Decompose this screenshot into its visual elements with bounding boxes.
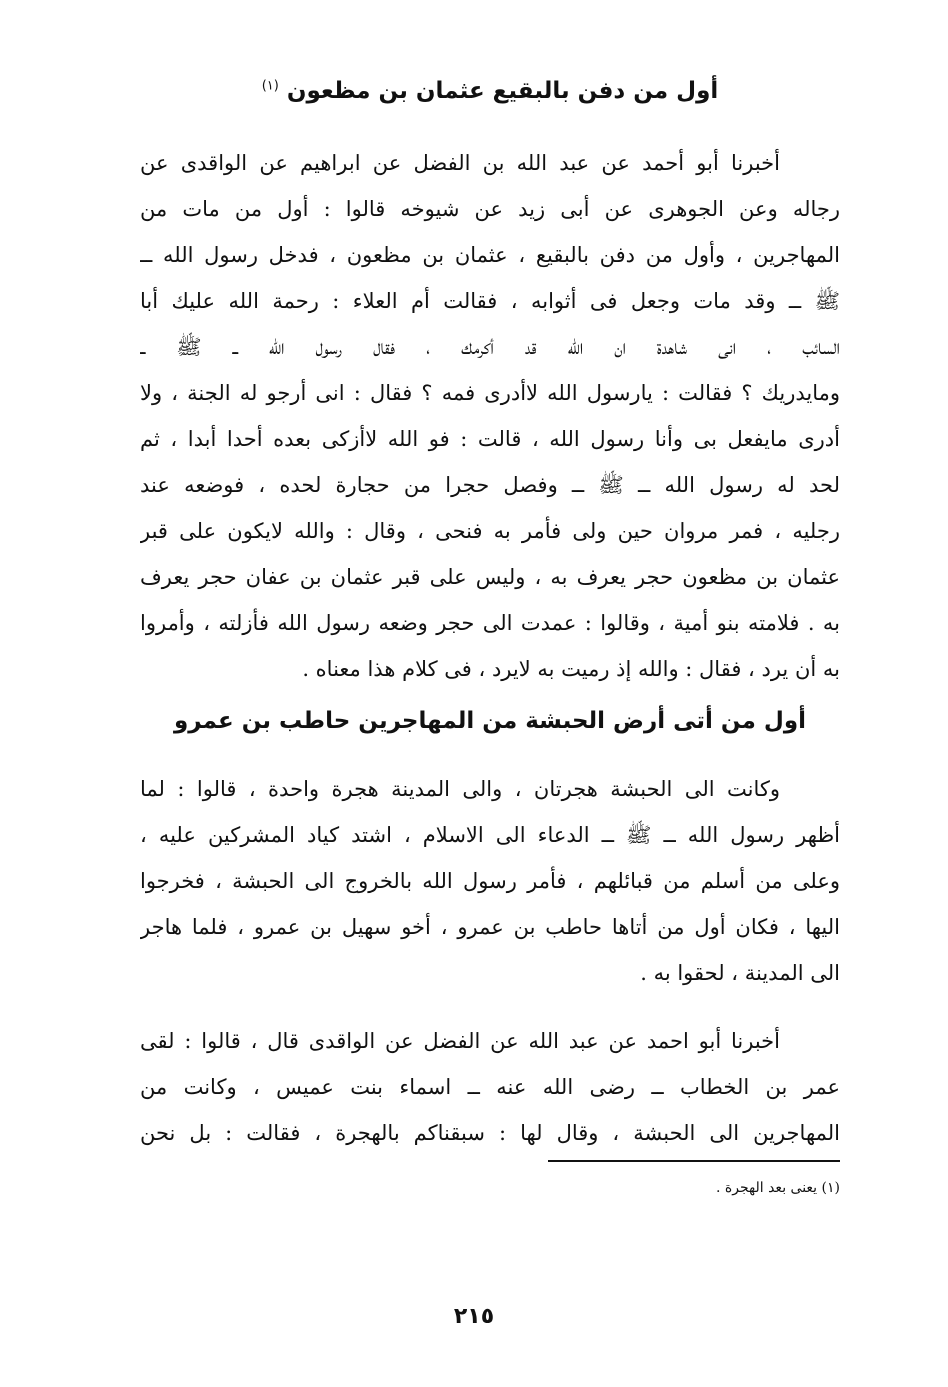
text-line: الى المدينة ، لحقوا به .: [640, 961, 840, 985]
section-title-abyssinia: [140, 708, 840, 734]
footnote-divider: [548, 1160, 840, 1162]
text-line: أخبرنا أبو احمد عن عبد الله عن الفضل عن الواقدى قال ، قالوا : لقى: [140, 1029, 780, 1053]
text-line: المهاجرين الى الحبشة ، وقال لها : سبقناكم بالهجرة ، فقالت : بل نحن: [140, 1121, 840, 1145]
text-line: عمر بن الخطاب ــ رضى الله عنه ــ اسماء بنت عميس ، وكانت من: [140, 1075, 840, 1099]
text-line: وكانت الى الحبشة هجرتان ، والى المدينة هجرة واحدة ، قالوا : لما: [140, 777, 780, 801]
footnote-marker: (١): [261, 78, 279, 94]
text-line: أخبرنا أبو أحمد عن عبد الله بن الفضل عن ابراهيم عن الواقدى عن: [140, 151, 780, 175]
text-line: رجاله وعن الجوهرى عن أبى زيد عن شيوخه قالوا : أول من مات من: [140, 197, 840, 221]
footnote: (١) يعنى بعد الهجرة .: [716, 1180, 840, 1196]
paragraph-abyssinia: [140, 766, 840, 996]
text-line: أدرى مايفعل بى وأنا رسول الله ، قالت : فو الله لاأزكى بعده أحدا أبدا ، ثم: [140, 427, 840, 451]
text-line: به . فلامته بنو أمية ، وقالوا : عمدت الى حجر وضعه رسول الله فأزلته ، وأمروا: [140, 611, 840, 635]
title-text: أول من دفن بالبقيع عثمان بن مظعون: [286, 78, 719, 104]
text-line: وعلى من أسلم من قبائلهم ، فأمر رسول الله بالخروج الى الحبشة ، فخرجوا: [140, 869, 840, 893]
text-line: السائب ، انى شاهدة ان الله قد أكرمك ، فقال رسول الله ــ ﷺ ــ: [140, 335, 840, 359]
paragraph-first-burial: [140, 140, 840, 692]
section-title-first-burial: [140, 78, 840, 104]
title-text: أول من أتى أرض الحبشة من المهاجرين حاطب بن عمرو: [173, 708, 807, 734]
text-line: المهاجرين ، وأول من دفن بالبقيع ، عثمان بن مظعون ، فدخل رسول الله ــ: [140, 243, 840, 267]
text-line: به أن يرد ، فقال : والله إذ رميت به لايرد ، فى كلام هذا معناه .: [302, 657, 840, 681]
text-line: لحد له رسول الله ــ ﷺ ــ وفصل حجرا من حجارة لحده ، فوضعه عند: [140, 473, 840, 497]
text-line: ﷺ ــ وقد مات وجعل فى أثوابه ، فقالت أم العلاء : رحمة الله عليك أبا: [140, 289, 840, 313]
text-line: عثمان بن مظعون حجر يعرف به ، وليس على قبر عثمان بن عفان حجر يعرف: [140, 565, 840, 589]
text-line: اليها ، فكان أول من أتاها حاطب بن عمرو ، أخو سهيل بن عمرو ، فلما هاجر: [140, 915, 840, 939]
text-line: ومايدريك ؟ فقالت : يارسول الله لاأدرى فمه ؟ فقال : انى أرجو له الجنة ، ولا: [140, 381, 840, 405]
page-number: ٢١٥: [453, 1304, 495, 1329]
paragraph-asma: [140, 1018, 840, 1156]
text-line: أظهر رسول الله ــ ﷺ ــ الدعاء الى الاسلام ، اشتد كياد المشركين عليه ،: [140, 823, 840, 847]
text-line: رجليه ، فمر مروان حين ولى فأمر به فنحى ، وقال : والله لايكون على قبر: [140, 519, 840, 543]
